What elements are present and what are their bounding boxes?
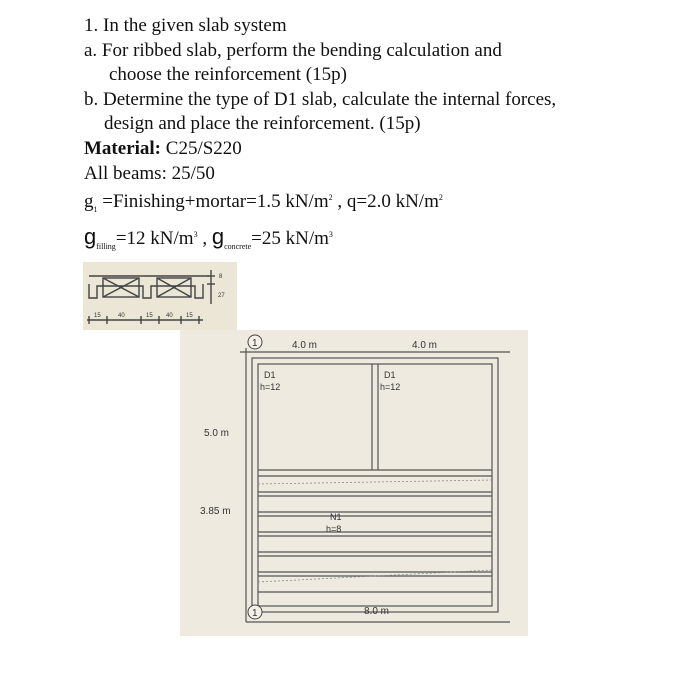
rib-section-photo <box>83 262 237 330</box>
material-line <box>84 137 684 162</box>
slab-plan-drawing <box>180 330 528 636</box>
dim-block-1: 40 <box>118 313 125 319</box>
plan-outer-frame <box>252 358 498 612</box>
material-value: C25/S220 <box>161 137 242 159</box>
slab-d1-left-label: D1 <box>264 370 276 380</box>
unit-weight-line <box>84 223 684 260</box>
part-b-line1: b. Determine the type of D1 slab, calculate the internal forces, <box>84 88 557 110</box>
plan-inner-frame <box>258 364 492 606</box>
height-bottom-label: 3.85 m <box>200 506 231 517</box>
span-total-label: 8.0 m <box>364 606 390 617</box>
problem-title: 1. In the given slab system <box>84 15 287 36</box>
load-text: =Finishing+mortar=1.5 kN/m <box>97 191 329 213</box>
dim-27-label: 27 <box>218 293 225 299</box>
axis-label-bottom: 1 <box>252 608 258 619</box>
g-separator: , <box>197 227 212 249</box>
slab-d1-left-thickness: h=12 <box>260 382 281 392</box>
load-q-superscript: 2 <box>438 193 443 203</box>
g-concrete-symbol: g <box>211 223 225 249</box>
height-top-label: 5.0 m <box>204 428 230 439</box>
rib-section-drawing <box>83 262 237 330</box>
slab-n1-thickness: h=8 <box>326 524 342 534</box>
slab-n1-label: N1 <box>330 512 342 522</box>
load-g: g <box>84 191 94 213</box>
load-line <box>84 186 684 223</box>
span-left-label: 4.0 m <box>292 340 318 351</box>
g-concrete-subscript: concrete <box>224 241 252 251</box>
dim-rib-3: 15 <box>186 313 193 319</box>
part-b-line2: design and place the reinforcement. (15p) <box>104 113 421 135</box>
g-filling-subscript: filling <box>96 241 116 251</box>
slab-d1-right-label: D1 <box>384 370 396 380</box>
dim-rib-2: 15 <box>146 313 153 319</box>
g-concrete-superscript: 3 <box>328 229 333 239</box>
load-q: , q=2.0 kN/m <box>332 191 439 213</box>
slab-plan-photo <box>180 330 528 636</box>
dashed-line-1 <box>258 480 492 484</box>
dim-8-label: 8 <box>219 274 223 280</box>
g-filling-superscript: 3 <box>193 229 198 239</box>
dim-rib-1: 15 <box>94 313 101 319</box>
load-g-subscript: 1 <box>93 205 98 215</box>
part-a-line2: choose the reinforcement (15p) <box>109 64 347 86</box>
load-unit-superscript: 2 <box>328 193 333 203</box>
g-filling-symbol: g <box>84 223 97 249</box>
g-concrete-value: =25 kN/m <box>251 227 329 249</box>
dim-block-2: 40 <box>166 313 173 319</box>
span-right-label: 4.0 m <box>412 340 438 351</box>
axis-label-top: 1 <box>252 338 258 349</box>
part-a-line1: a. For ribbed slab, perform the bending calculation and <box>84 39 502 61</box>
slab-d1-right-thickness: h=12 <box>380 382 401 392</box>
problem-statement <box>84 14 684 259</box>
g-filling-value: =12 kN/m <box>115 227 194 249</box>
material-label: Material: <box>84 137 162 159</box>
beams-line: All beams: 25/50 <box>84 162 215 184</box>
